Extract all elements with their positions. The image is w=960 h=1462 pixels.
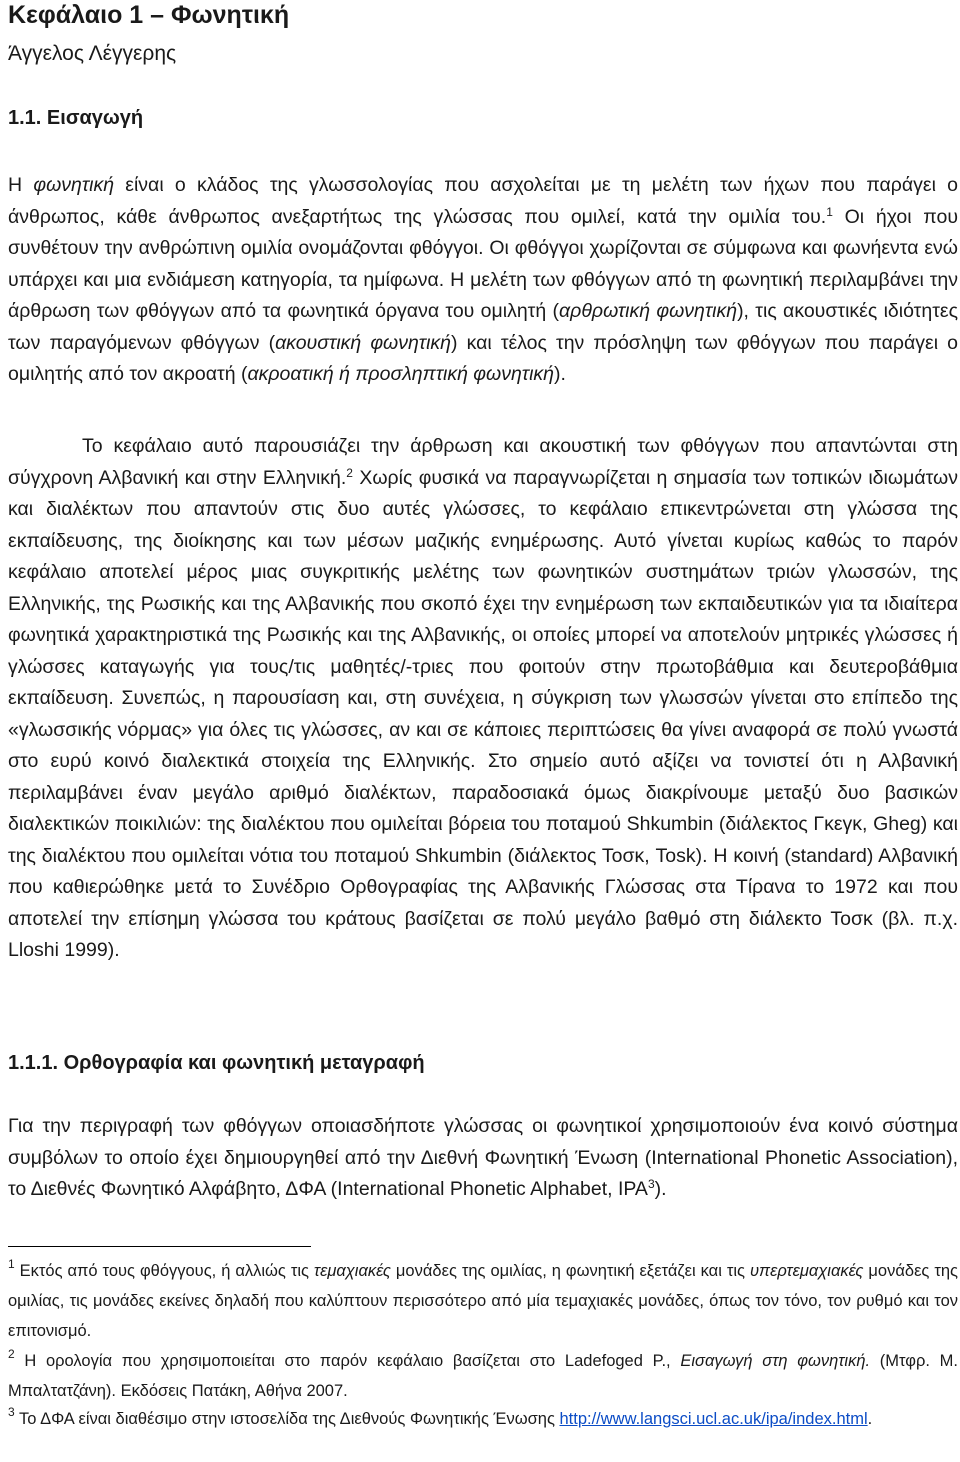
text-span: ). <box>554 363 566 385</box>
text-span: Χωρίς φυσικά να παραγνωρίζεται η σημασία των τοπικών ιδιωμάτων και διαλέκτων που απαντούν στις δυο αυτές γλώσσες, το κεφάλαιο επικεντρώνεται στη γλώσσα της εκπαίδευσης, της διοίκησης και των μέσων μαζικής ενημέρωσης. Αυτό γίνεται κυρίως καθώς το παρόν κεφάλαιο αποτελεί μέρος μιας συγκριτικής μελέτης των φωνητικών συστημάτων τριών γλωσσών, της Ελληνικής, της Ρωσικής και της Αλβανικής που σκοπό έχει την ενημέρωση των εκπαιδευτικών για τα ιδιαίτερα φωνητικά χαρακτηριστικά της Ρωσικής και της Αλβανικής, οι οποίες μπορεί να αποτελούν μητρικές γλώσσες ή γλώσσες καταγωγής για τους/τις μαθητές/-τριες που φοιτούν στην πρωτοβάθμια και δευτεροβάθμια εκπαίδευση. Συνεπώς, η παρουσίαση και, στη συνέχεια, η σύγκριση των γλωσσών γίνεται στο επίπεδο της «γλωσσικής νόρμας» για όλες τις γλώσσες, αν και σε κάποιες περιπτώσεις θα γίνει αναφορά σε πολύ γνωστά στο ευρύ κοινό διαλεκτικά στοιχεία της Ελληνικής. Στο σημείο αυτό αξίζει να τονιστεί ότι η Αλβανική περιλαμβάνει έναν μεγάλο αριθμό διαλέκτων, παραδοσιακά όμως διακρίνουμε μεταξύ δυο βασικών διαλεκτικών ποικιλιών: της διαλέκτου που ομιλείται βόρεια του ποταμού Shkumbin (διάλεκτος Γκεγκ, Gheg) και της διαλέκτου που ομιλείται νότια του ποταμού Shkumbin (διάλεκτος Τοσκ, Tosk). Η κοινή (standard) Αλβανική που καθιερώθηκε μετά το Συνέδριο Ορθογραφίας της Αλβανικής Γλώσσας στα Τίρανα το 1972 και που αποτελεί την επίσημη γλώσσα του κράτους βασίζεται σε πολύ μεγάλο βαθμό στη διάλεκτο Τοσκ (βλ. π.χ. Lloshi 1999). <box>8 466 958 961</box>
section-heading: 1.1. Εισαγωγή <box>8 107 144 129</box>
footnote-2 <box>8 1346 958 1406</box>
text-span: Το ΔΦΑ είναι διαθέσιμο στην ιστοσελίδα της Διεθνούς Φωνητικής Ένωσης <box>14 1410 560 1428</box>
italic-term: Εισαγωγή στη φωνητική. <box>680 1352 871 1370</box>
italic-term: αρθρωτική φωνητική <box>559 300 738 322</box>
subsection-heading: 1.1.1. Ορθογραφία και φωνητική μεταγραφή <box>8 1052 425 1074</box>
footnote-mark: 3 <box>8 1405 15 1419</box>
text-span: Εκτός από τους φθόγγους, ή αλλιώς τις <box>14 1262 314 1280</box>
text-span: μονάδες της ομιλίας, η φωνητική εξετάζει και τις <box>390 1262 750 1280</box>
text-span: είναι ο κλάδος της γλωσσολογίας που ασχολείται με τη μελέτη των ήχων που παράγει ο άνθρωπος, κάθε άνθρωπος ανεξαρτήτως της γλώσσας που ομιλεί, κατά την ομιλία του. <box>8 174 959 228</box>
italic-term: ακροατική ή προσληπτική φωνητική <box>247 363 554 385</box>
italic-term: υπερτεμαχιακές <box>749 1262 864 1280</box>
footnote-ref-2[interactable]: 2 <box>346 465 353 480</box>
paragraph-introduction <box>8 170 958 391</box>
paragraph-ipa <box>8 1111 958 1206</box>
footnote-ref-1[interactable]: 1 <box>826 204 833 219</box>
chapter-title: Κεφάλαιο 1 – Φωνητική <box>8 1 290 29</box>
ipa-website-link[interactable]: http://www.langsci.ucl.ac.uk/ipa/index.html <box>559 1410 868 1428</box>
footnote-mark: 2 <box>8 1347 15 1361</box>
text-span: μονάδες της ομιλίας, τις μονάδες εκείνες δηλαδή που καλύπτουν περισσότερο από μία τεμαχιακές μονάδες, όπως τον τόνο, τον ρυθμό και τον επιτονισμό. <box>8 1262 958 1340</box>
text-span: Η ορολογία που χρησιμοποιείται στο παρόν κεφάλαιο βασίζεται στο Ladefoged P., <box>14 1352 681 1370</box>
text-span: Η <box>8 174 34 196</box>
paragraph-scope <box>8 431 958 967</box>
footnote-separator <box>8 1246 311 1247</box>
text-span: . <box>867 1410 873 1428</box>
italic-term: τεμαχιακές <box>313 1262 391 1280</box>
footnote-3 <box>8 1404 958 1434</box>
text-span: ). <box>654 1178 667 1200</box>
text-span: Οι ήχοι που συνθέτουν την ανθρώπινη ομιλία ονομάζονται φθόγγοι. Οι φθόγγοι χωρίζονται σε σύμφωνα και φωνήεντα ενώ υπάρχει και μια ενδιάμεση κατηγορία, τα ημίφωνα. Η μελέτη των φθόγγων από τη φωνητική περιλαμβάνει την άρθρωση των φθόγγων από τα φωνητικά όργανα του ομιλητή ( <box>8 205 958 322</box>
text-span: Για την περιγραφή των φθόγγων οποιασδήποτε γλώσσας οι φωνητικοί χρησιμοποιούν ένα κοινό σύστημα συμβόλων το οποίο έχει δημιουργηθεί από την Διεθνή Φωνητική Ένωση (International Phonetic Association), το Διεθνές Φωνητικό Αλφάβητο, ΔΦΑ (International Phonetic Alphabet, IPA <box>8 1115 958 1200</box>
text-span: ), τις ακουστικές ιδιότητες των παραγόμενων φθόγγων ( <box>8 300 959 354</box>
italic-term: φωνητική <box>33 174 115 196</box>
italic-term: ακουστική φωνητική <box>275 331 452 354</box>
text-span: Το κεφάλαιο αυτό παρουσιάζει την άρθρωση και ακουστική των φθόγγων που απαντώνται στη σύγχρονη Αλβανική και στην Ελληνική. <box>8 435 958 489</box>
text-span: (Μτφρ. Μ. Μπαλτατζάνη). Εκδόσεις Πατάκη, Αθήνα 2007. <box>8 1352 958 1400</box>
footnote-1 <box>8 1256 958 1346</box>
footnote-ref-3[interactable]: 3 <box>647 1177 655 1191</box>
author-name: Άγγελος Λέγγερης <box>8 42 177 65</box>
footnote-mark: 1 <box>8 1257 15 1271</box>
text-span: ) και τέλος την πρόσληψη των φθόγγων που παράγει ο ομιλητής από τον ακροατή ( <box>8 331 958 385</box>
